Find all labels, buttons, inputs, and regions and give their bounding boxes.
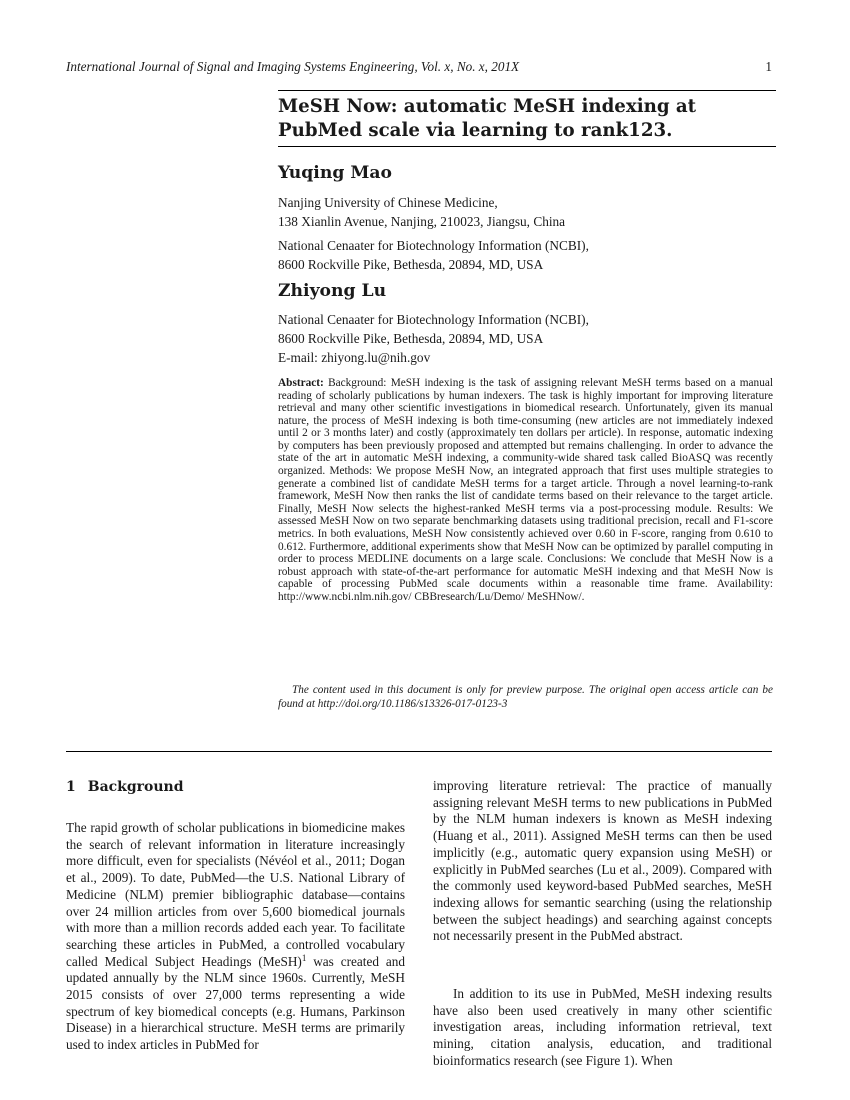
journal-citation: International Journal of Signal and Imaging Systems Engineering, Vol. x, No. x, 201X xyxy=(66,59,520,74)
affiliation-line: 8600 Rockville Pike, Bethesda, 20894, MD, USA xyxy=(278,331,544,346)
preview-notice: The content used in this document is only for preview purpose. The original open access article can be found at http://doi.org/10.1186/s13326-017-0123-3 xyxy=(278,684,773,710)
abstract xyxy=(278,377,773,603)
affiliation-line: National Cenaater for Biotechnology Information (NCBI), xyxy=(278,238,589,253)
affiliation-line: 8600 Rockville Pike, Bethesda, 20894, MD, USA xyxy=(278,257,544,272)
author-name: Zhiyong Lu xyxy=(278,281,387,301)
author-name: Yuqing Mao xyxy=(278,163,392,183)
abstract-label: Abstract: xyxy=(278,377,324,389)
body-paragraph: In addition to its use in PubMed, MeSH indexing results have also been used creatively in many other scientific investigation areas, including information retrieval, text mining, citation analysis, education, and traditional bioinformatics research (see Figure 1). When xyxy=(433,986,772,1068)
footnote-mark: 1 xyxy=(301,952,307,963)
title-block xyxy=(278,90,776,147)
affiliation-line: 138 Xianlin Avenue, Nanjing, 210023, Jiangsu, China xyxy=(278,214,566,229)
author-affiliation xyxy=(278,193,776,231)
section-title: Background xyxy=(87,779,184,795)
page-number: 1 xyxy=(765,59,772,74)
paper-title-line-1: MeSH Now: automatic MeSH indexing at xyxy=(278,96,697,117)
author-affiliation xyxy=(278,236,776,274)
author-email: E-mail: zhiyong.lu@nih.gov xyxy=(278,350,431,365)
running-head xyxy=(66,59,772,77)
section-divider xyxy=(66,751,772,752)
body-paragraph-continued: was created and updated annually by the NLM since 1960s. Currently, MeSH 2015 consists of over 27,000 terms representing a wide spectrum of key biomedical concepts (e.g. Humans, Parkinson Disease) in a hierarchical structure. MeSH terms are primarily used to index articles in PubMed for xyxy=(66,953,405,1053)
body-paragraph: The rapid growth of scholar publications in biomedicine makes the search of relevant information in literature increasingly more difficult, even for specialists (Névéol et al., 2011; Dogan et al., 2009). To date, PubMed—the U.S. National Library of Medicine (NLM) premier bibliographic database—contains over 24 million articles from over 5,600 biomedical journals with more than a million records added each year. To facilitate searching these articles in PubMed, a controlled vocabulary called Medical Subject Headings (MeSH) xyxy=(66,820,405,969)
body-column-right: improving literature retrieval: The practice of manually assigning relevant MeSH terms to new publications in PubMed by the NLM human indexers is known as MeSH indexing (Huang et al., 2011). Assigned MeSH terms can then be used implicitly (e.g., automatic query expansion using MeSH) or explicitly in PubMed searches (Lu et al., 2009). Compared with the commonly used keyword-based PubMed searches, MeSH indexing allows for semantic searching (using the relationship between the subject headings) and searching against concepts not necessarily present in the PubMed abstract. xyxy=(433,778,772,944)
paper-title-line-2: PubMed scale via learning to rank123. xyxy=(278,120,673,141)
affiliation-line: National Cenaater for Biotechnology Information (NCBI), xyxy=(278,312,589,327)
abstract-text: Background: MeSH indexing is the task of assigning relevant MeSH terms based on a manual reading of scholarly publications by human indexers. The task is highly important for improving literature retrieval and many other scientific investigations in biomedical research. Unfortunately, given its manual nature, the process of MeSH indexing is both time-consuming (new articles are not immediately indexed until 2 or 3 months later) and costly (approximately ten dollars per article). In response, automatic indexing by computers has been previously proposed and attempted but remains challenging. In order to advance the state of the art in automatic MeSH indexing, a community-wide shared task called BioASQ was recently organized. Methods: We propose MeSH Now, an integrated approach that first uses multiple strategies to generate a combined list of candidate MeSH terms for a target article. Through a novel learning-to-rank framework, MeSH Now then ranks the list of candidate terms based on their relevance to the target article. Finally, MeSH Now selects the highest-ranked MeSH terms via a post-processing module. Results: We assessed MeSH Now on two separate benchmarking datasets using traditional precision, recall and F1-score metrics. In both evaluations, MeSH Now consistently achieved over 0.60 in F-score, ranging from 0.610 to 0.612. Furthermore, additional experiments show that MeSH Now can be optimized by parallel computing in order to process MEDLINE documents on a large scale. Conclusions: We conclude that MeSH Now is a robust approach with state-of-the-art performance for automatic MeSH indexing and that MeSH Now is capable of processing PubMed scale documents within a reasonable time frame. Availability: http://www.ncbi.nlm.nih.gov/ CBBresearch/Lu/Demo/ MeSHNow/. xyxy=(278,377,773,603)
affiliation-line: Nanjing University of Chinese Medicine, xyxy=(278,195,498,210)
section-number: 1 xyxy=(66,779,76,795)
section-heading xyxy=(66,779,184,795)
author-affiliation xyxy=(278,310,776,367)
body-column-left xyxy=(66,820,405,1054)
